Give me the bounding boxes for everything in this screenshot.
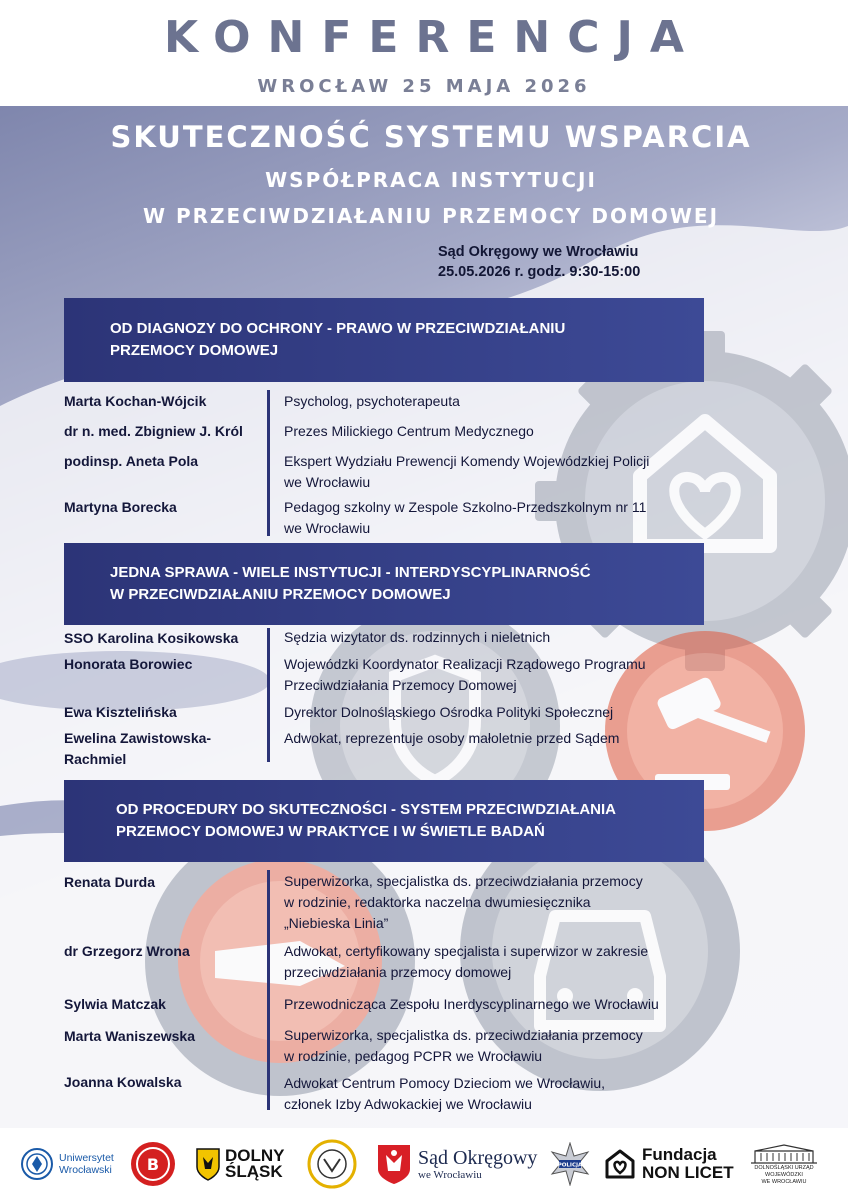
- building-icon: [749, 1143, 819, 1165]
- ops-logo: [304, 1142, 360, 1186]
- section-2-banner: [64, 543, 704, 625]
- speaker-role: [284, 497, 714, 539]
- speaker-role-line: Ekspert Wydziału Prewencji Komendy Wojewódzkiej Policji: [284, 453, 650, 469]
- speaker-role: [284, 941, 714, 983]
- sad-line: Sąd Okręgowy: [418, 1146, 538, 1169]
- speaker-role: [284, 871, 714, 934]
- speaker-name: dr n. med. Zbigniew J. Król: [64, 423, 243, 439]
- speaker-role: Adwokat, reprezentuje osoby małoletnie przed Sądem: [284, 730, 620, 746]
- conference-subtitle-2: W PRZECIWDZIAŁANIU PRZEMOCY DOMOWEJ: [142, 204, 720, 228]
- speaker-name-line: Rachmiel: [64, 751, 127, 767]
- speaker-role: [284, 654, 714, 696]
- policja-label: POLICJA: [557, 1162, 583, 1169]
- speaker-role-line: Adwokat Centrum Pomocy Dzieciom we Wrocławiu,: [284, 1075, 606, 1091]
- speaker-name: Sylwia Matczak: [64, 996, 166, 1012]
- dolny-slask-logo: [195, 1142, 285, 1186]
- venue-time: 25.05.2026 r. godz. 9:30-15:00: [438, 264, 641, 280]
- eagle-shield-icon: [195, 1147, 221, 1181]
- speaker-role-line: Superwizorka, specjalistka ds. przeciwdziałania przemocy: [284, 1027, 643, 1043]
- sad-okregowy-logo: [376, 1142, 537, 1186]
- speaker-name: Martyna Borecka: [64, 499, 177, 515]
- venue-place: Sąd Okręgowy we Wrocławiu: [438, 244, 639, 260]
- speaker-name: Ewa Kisztelińska: [64, 704, 177, 720]
- red-round-logo: [130, 1142, 176, 1186]
- policja-logo: [548, 1142, 592, 1186]
- conference-subtitle-1: WSPÓŁPRACA INSTYTUCJI: [265, 168, 597, 192]
- speaker-name: SSO Karolina Kosikowska: [64, 630, 239, 646]
- ops-seal-icon: [304, 1139, 360, 1189]
- dolny-line: DOLNY: [225, 1146, 285, 1165]
- section-1-divider: [267, 390, 270, 536]
- house-heart-icon: [604, 1148, 636, 1180]
- uni-wroclaw-logo: [20, 1142, 114, 1186]
- speaker-role: [284, 451, 714, 493]
- speaker-role: Psycholog, psychoterapeuta: [284, 393, 460, 409]
- speaker-name: Marta Kochan-Wójcik: [64, 393, 207, 409]
- uni-name-line: Uniwersytet: [59, 1152, 114, 1164]
- speaker-role: Dyrektor Dolnośląskiego Ośrodka Polityki Społecznej: [284, 704, 614, 720]
- urzad-line: WE WROCŁAWIU: [761, 1178, 807, 1185]
- section-2-divider: [267, 628, 270, 762]
- speaker-role-line: członek Izby Adwokackiej we Wrocławiu: [284, 1096, 532, 1112]
- speaker-role-line: Superwizorka, specjalistka ds. przeciwdziałania przemocy: [284, 873, 643, 889]
- speaker-name: Joanna Kowalska: [64, 1074, 182, 1090]
- svg-text:B: B: [146, 1155, 160, 1174]
- section-1-banner: [64, 298, 704, 382]
- uni-name-line: Wrocławski: [59, 1164, 112, 1176]
- section-heading-line: PRZEMOCY DOMOWEJ: [110, 342, 279, 359]
- police-star-icon: [548, 1142, 592, 1186]
- header: [0, 0, 848, 106]
- speaker-role: Prezes Milickiego Centrum Medycznego: [284, 423, 534, 439]
- non-licet-logo: [604, 1142, 734, 1186]
- polish-eagle-icon: [376, 1143, 412, 1185]
- speaker-role-line: w rodzinie, redaktorka naczelna dwumiesięcznika: [284, 894, 591, 910]
- dolny-line: ŚLĄSK: [225, 1162, 283, 1181]
- speaker-name: [64, 728, 264, 770]
- speaker-role-line: Pedagog szkolny w Zespole Szkolno-Przedszkolnym nr 11: [284, 499, 647, 515]
- speaker-role-line: we Wrocławiu: [284, 520, 371, 536]
- fundacja-line: NON LICET: [642, 1163, 734, 1182]
- section-3-banner: [64, 780, 704, 862]
- uni-emblem-icon: [20, 1147, 54, 1181]
- partner-logos: [0, 1128, 848, 1200]
- red-emblem-icon: [130, 1141, 176, 1187]
- speaker-role-line: przeciwdziałania przemocy domowej: [284, 964, 512, 980]
- fundacja-line: Fundacja: [642, 1145, 717, 1164]
- venue-block: [438, 242, 640, 282]
- speaker-name: Renata Durda: [64, 874, 156, 890]
- section-heading-line: W PRZECIWDZIAŁANIU PRZEMOCY DOMOWEJ: [110, 586, 451, 603]
- speaker-name: dr Grzegorz Wrona: [64, 943, 190, 959]
- speaker-role-line: „Niebieska Linia”: [284, 915, 389, 931]
- section-3-divider: [267, 870, 270, 1110]
- speaker-name-line: Ewelina Zawistowska-: [64, 730, 212, 746]
- speaker-role: [284, 1025, 714, 1067]
- speaker-name: podinsp. Aneta Pola: [64, 453, 199, 469]
- speaker-role-line: Adwokat, certyfikowany specjalista i superwizor w zakresie: [284, 943, 649, 959]
- speaker-name: Marta Waniszewska: [64, 1028, 195, 1044]
- section-heading-line: OD PROCEDURY DO SKUTECZNOŚCI - SYSTEM PRZECIWDZIAŁANIA: [116, 801, 617, 818]
- conference-title: SKUTECZNOŚĆ SYSTEMU WSPARCIA: [110, 120, 752, 154]
- urzad-line: DOLNOŚLĄSKI URZĄD WOJEWÓDZKI: [754, 1164, 814, 1178]
- sad-line: we Wrocławiu: [418, 1168, 482, 1181]
- speaker-role-line: Przeciwdziałania Przemocy Domowej: [284, 677, 517, 693]
- speaker-name: Honorata Borowiec: [64, 656, 193, 672]
- speaker-role: [284, 1073, 714, 1115]
- speaker-role: Sędzia wizytator ds. rodzinnych i nieletnich: [284, 629, 551, 645]
- conference-date: WROCŁAW 25 MAJA 2026: [257, 76, 591, 97]
- urzad-wojewodzki-logo: [738, 1142, 830, 1186]
- speaker-role-line: we Wrocławiu: [284, 474, 371, 490]
- speaker-role-line: Wojewódzki Koordynator Realizacji Rządowego Programu: [284, 656, 646, 672]
- section-heading-line: JEDNA SPRAWA - WIELE INSTYTUCJI - INTERDYSCYPLINARNOŚĆ: [110, 564, 591, 581]
- conference-label: KONFERENCJA: [164, 12, 701, 63]
- speaker-role: Przewodnicząca Zespołu Inerdyscyplinarnego we Wrocławiu: [284, 996, 659, 1012]
- section-heading-line: PRZEMOCY DOMOWEJ W PRAKTYCE I W ŚWIETLE BADAŃ: [116, 823, 545, 840]
- section-heading-line: OD DIAGNOZY DO OCHRONY - PRAWO W PRZECIWDZIAŁANIU: [110, 320, 566, 337]
- speaker-role-line: w rodzinie, pedagog PCPR we Wrocławiu: [284, 1048, 543, 1064]
